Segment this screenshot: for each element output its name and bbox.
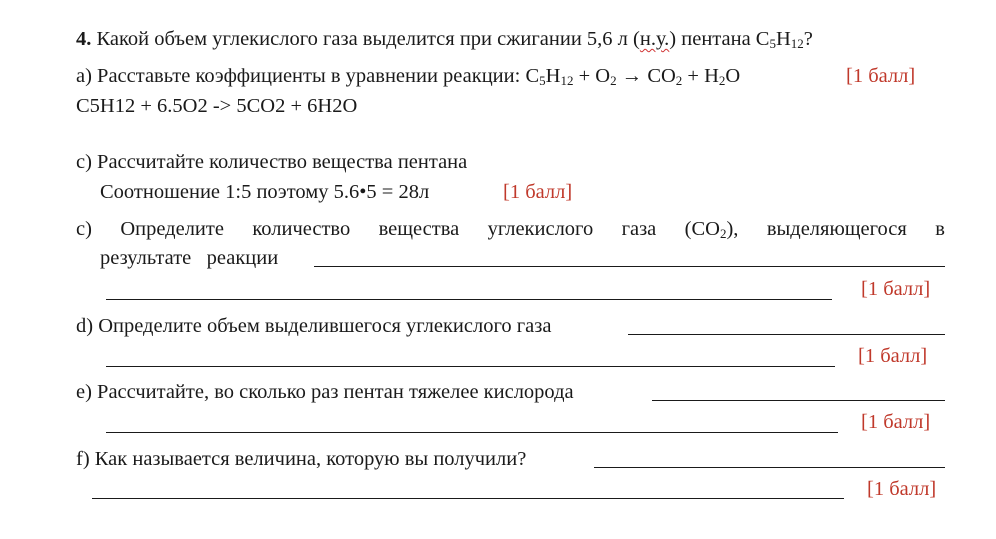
word: c) <box>76 218 92 240</box>
answer-line[interactable] <box>628 334 945 335</box>
subscript: 5 <box>539 73 546 88</box>
task-f-mark: [1 балл] <box>867 478 937 500</box>
word <box>685 216 739 242</box>
formula-part: + H <box>682 65 719 87</box>
task-a-mark: [1 балл] <box>846 65 916 87</box>
task-a <box>76 63 740 89</box>
formula-part: H <box>545 65 561 87</box>
task-e-mark: [1 балл] <box>861 411 931 433</box>
task-d-mark: [1 балл] <box>858 345 928 367</box>
answer-line[interactable] <box>314 266 945 267</box>
question-number: 4. <box>76 28 92 50</box>
task-a-label: a) Расставьте коэффициенты в уравнении реакции: C <box>76 65 540 87</box>
formula-part: ), <box>726 218 739 240</box>
subscript: 12 <box>560 73 574 88</box>
formula-part: H <box>775 28 791 50</box>
answer-line[interactable] <box>92 498 844 499</box>
formula-part: + O <box>573 65 611 87</box>
task-c2-line2: результате реакции <box>100 247 279 269</box>
task-f-label: f) Как называется величина, которую вы получили? <box>76 448 527 470</box>
word: в <box>935 218 945 240</box>
answer-line[interactable] <box>594 467 945 468</box>
task-c1-label: c) Рассчитайте количество вещества пентана <box>76 151 468 173</box>
task-a-answer[interactable]: C5H12 + 6.5O2 -> 5CO2 + 6H2O <box>76 95 358 117</box>
question-title <box>76 26 813 52</box>
question-text-2: ) пентана C <box>669 28 770 50</box>
task-e-label: e) Рассчитайте, во сколько раз пентан тяжелее кислорода <box>76 381 574 403</box>
question-mark: ? <box>803 28 813 50</box>
subscript: 2 <box>675 73 683 88</box>
subscript: 2 <box>718 73 726 88</box>
formula-part: → CO <box>616 65 676 87</box>
subscript: 2 <box>610 73 617 88</box>
nu-abbreviation: н.у. <box>639 28 670 50</box>
word: Определите <box>120 218 224 240</box>
word: углекислого <box>487 218 594 240</box>
word: количество <box>252 218 351 240</box>
formula-part: O <box>725 65 741 87</box>
answer-line[interactable] <box>106 366 835 367</box>
task-c2-mark: [1 балл] <box>861 278 931 300</box>
task-c2-line1 <box>76 216 945 242</box>
task-c1-answer[interactable]: Соотношение 1:5 поэтому 5.6•5 = 28л <box>100 181 430 203</box>
answer-line[interactable] <box>106 432 838 433</box>
subscript: 12 <box>790 36 804 51</box>
task-d-label: d) Определите объем выделившегося углекислого газа <box>76 315 552 337</box>
task-c1-mark: [1 балл] <box>503 181 573 203</box>
formula-part: (CO <box>684 218 720 240</box>
answer-line[interactable] <box>652 400 945 401</box>
word: выделяющегося <box>766 218 907 240</box>
subscript: 2 <box>719 226 727 241</box>
answer-line[interactable] <box>106 299 832 300</box>
subscript: 5 <box>769 36 776 51</box>
word: вещества <box>378 218 460 240</box>
question-text-1: Какой объем углекислого газа выделится при сжигании 5,6 л ( <box>96 28 640 50</box>
word: газа <box>621 218 657 240</box>
